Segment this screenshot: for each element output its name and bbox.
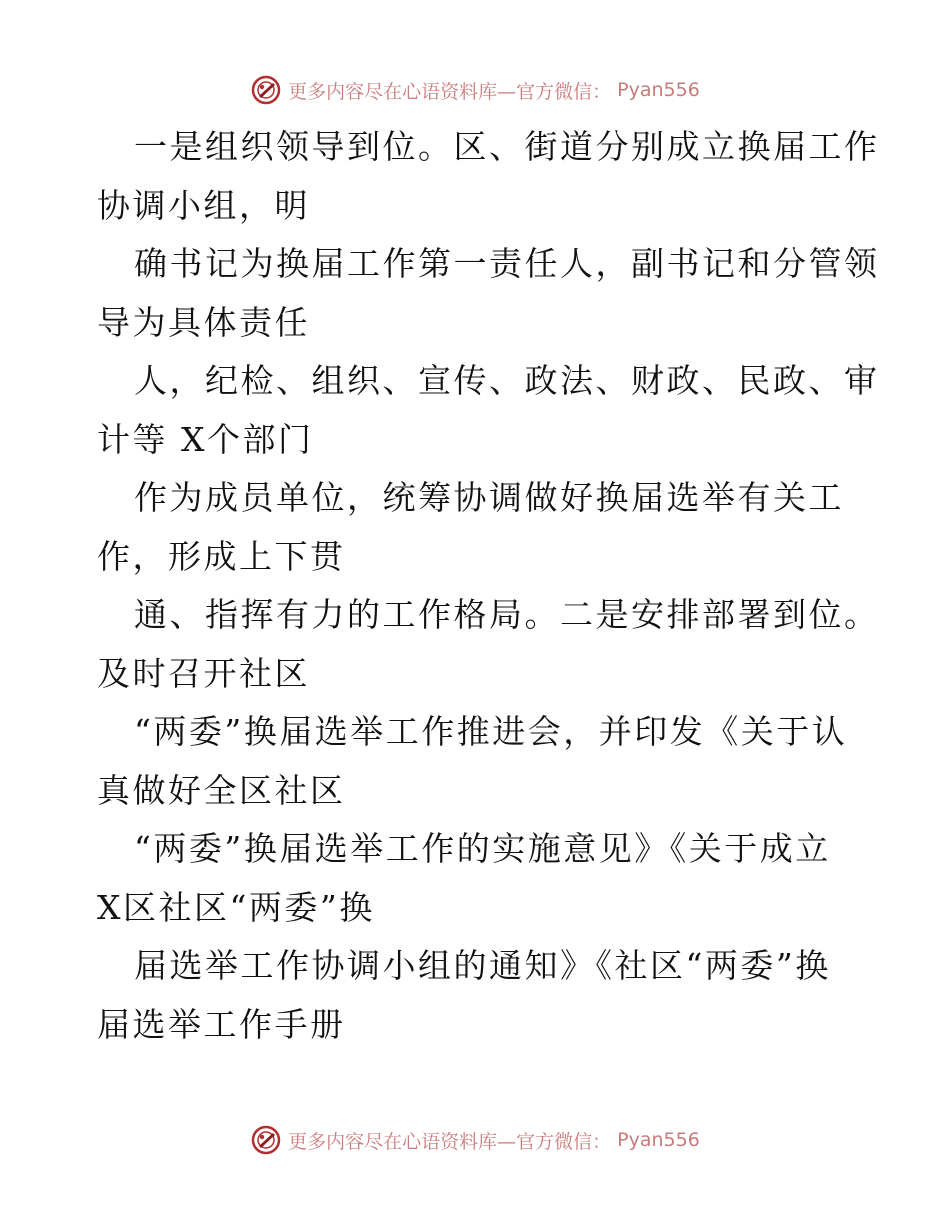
body-line: X区社区“两委”换 <box>97 887 375 927</box>
body-line: 协调小组，明 <box>97 185 310 225</box>
footer-banner-text: 更多内容尽在心语资料库—官方微信： <box>288 1130 612 1153</box>
header-banner <box>0 70 950 110</box>
body-line: 届选举工作手册 <box>97 1004 346 1044</box>
body-line: 及时召开社区 <box>97 653 310 693</box>
body-line: 一是组织领导到位。区、街道分别成立换届工作 <box>134 127 880 166</box>
red-seal-logo-icon <box>250 1124 282 1156</box>
body-line: “两委”换届选举工作推进会，并印发《关于认 <box>134 712 848 751</box>
body-line: 真做好全区社区 <box>97 770 346 810</box>
body-line: 计等 X个部门 <box>97 419 314 459</box>
body-line: “两委”换届选举工作的实施意见》《关于成立 <box>134 829 831 868</box>
footer-banner <box>0 1120 950 1160</box>
body-line: 通、指挥有力的工作格局。二是安排部署到位。 <box>134 595 880 634</box>
footer-wechat-id: Pyan556 <box>617 1129 700 1151</box>
body-line: 导为具体责任 <box>97 302 310 342</box>
red-seal-logo-icon <box>250 74 282 106</box>
body-line: 作为成员单位，统筹协调做好换届选举有关工 <box>134 478 844 517</box>
body-line: 人，纪检、组织、宣传、政法、财政、民政、审 <box>134 361 880 400</box>
document-body <box>97 118 880 1054</box>
body-line: 作，形成上下贯 <box>97 536 346 576</box>
header-banner-text: 更多内容尽在心语资料库—官方微信： <box>288 80 612 103</box>
body-line: 确书记为换届工作第一责任人，副书记和分管领 <box>134 244 880 283</box>
body-line: 届选举工作协调小组的通知》《社区“两委”换 <box>134 946 831 985</box>
header-wechat-id: Pyan556 <box>617 79 700 101</box>
